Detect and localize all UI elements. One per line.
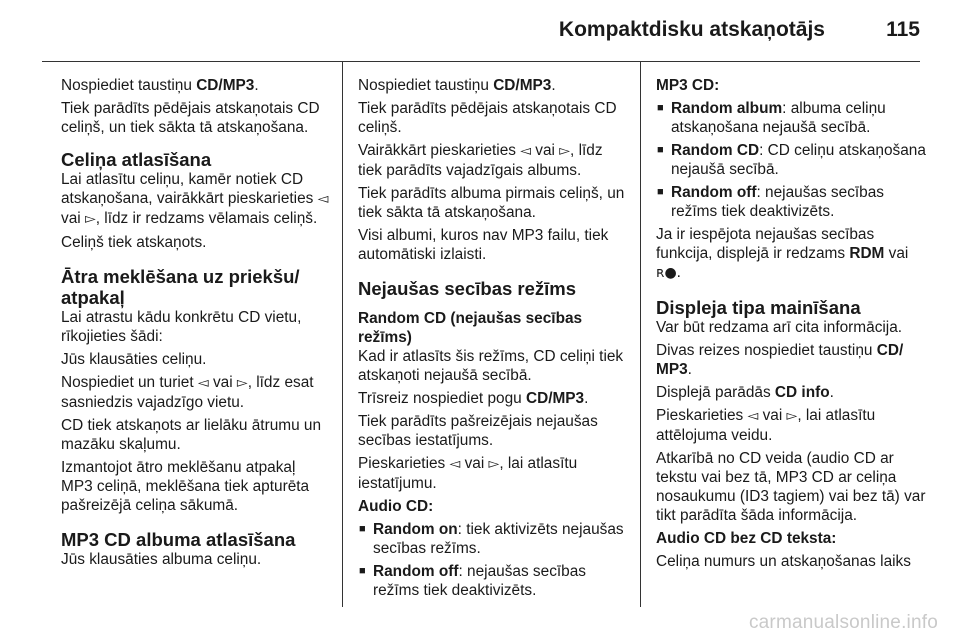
- section-heading-random-mode: Nejaušas secības režīms: [358, 278, 577, 299]
- label-audio-cd-no-text: Audio CD bez CD teksta:: [656, 530, 837, 547]
- paragraph: Divas reizes nospiediet taustiņu CD/ MP3.: [656, 342, 904, 378]
- paragraph: Nospiediet taustiņu CD/MP3.: [358, 77, 556, 94]
- paragraph: Lai atlasītu celiņu, kamēr notiek CD atskaņošana, vairākkārt pieskarieties ◅ vai ▻, līdz ir redzams vēlamais celiņš.: [61, 171, 329, 227]
- paragraph: Trīsreiz nospiediet pogu CD/MP3.: [358, 390, 589, 407]
- page-number: 115: [886, 18, 920, 41]
- list-item: ■ Random off: nejaušas secības režīms tiek deaktivizēts.: [656, 183, 926, 221]
- header-divider: [42, 61, 920, 62]
- column-1: [61, 76, 331, 573]
- column-2: [358, 76, 628, 604]
- paragraph: Visi albumi, kuros nav MP3 failu, tiek automātiski izlaisti.: [358, 227, 609, 263]
- paragraph: Vairākkārt pieskarieties ◅ vai ▻, līdz tiek parādīts vajadzīgais albums.: [358, 142, 603, 179]
- paragraph: Kad ir atlasīts šis režīms, CD celiņi tiek atskaņoti nejaušā secībā.: [358, 348, 624, 384]
- next-arrow-icon: ▻: [559, 143, 571, 159]
- label-mp3-cd: MP3 CD:: [656, 77, 720, 94]
- random-mode-icon: ʀ●: [656, 265, 677, 281]
- list-item: ■ Random album: albuma celiņu atskaņošana nejaušā secībā.: [656, 99, 926, 137]
- prev-arrow-icon: ◅: [317, 191, 329, 207]
- paragraph: Celiņa numurs un atskaņošanas laiks: [656, 553, 911, 570]
- list-item: ■ Random on: tiek aktivizēts nejaušas secības režīms.: [358, 520, 628, 558]
- paragraph: Nospiediet taustiņu CD/MP3.: [61, 77, 259, 94]
- button-name: CD/MP3: [525, 390, 585, 407]
- paragraph: Jūs klausāties albuma celiņu.: [61, 551, 262, 568]
- paragraph: Displejā parādās CD info.: [656, 384, 834, 401]
- prev-arrow-icon: ◅: [747, 408, 759, 424]
- paragraph: CD tiek atskaņots ar lielāku ātrumu un mazāku skaļumu.: [61, 417, 322, 453]
- button-name: CD/ MP3: [656, 342, 904, 378]
- page-header: [0, 0, 960, 62]
- watermark: carmanualsonline.info: [748, 612, 938, 633]
- paragraph: Tiek parādīts albuma pirmais celiņš, un tiek sākta tā atskaņošana.: [358, 185, 625, 221]
- paragraph: Pieskarieties ◅ vai ▻, lai atlasītu attēlojuma veidu.: [656, 407, 876, 444]
- button-name: CD/MP3: [196, 77, 255, 94]
- list-item: ■ Random off: nejaušas secības režīms tiek deaktivizēts.: [358, 562, 628, 600]
- next-arrow-icon: ▻: [786, 408, 798, 424]
- paragraph: Var būt redzama arī cita informācija.: [656, 319, 903, 336]
- paragraph: Pieskarieties ◅ vai ▻, lai atlasītu iestatījumu.: [358, 455, 578, 492]
- section-heading-display-type: Displeja tipa mainīšana: [656, 297, 861, 318]
- paragraph: Atkarībā no CD veida (audio CD ar tekstu vai bez tā, MP3 CD ar celiņa nosaukumu (ID3 tagiem) vai bez tā) var tikt parādīta šāda informācija.: [656, 450, 926, 524]
- column-3: [656, 76, 926, 575]
- page-title: Kompaktdisku atskaņotājs: [558, 18, 825, 41]
- column-divider-2: [640, 62, 641, 607]
- section-heading-fast-search: Ātra meklēšana uz priekšu/ atpakaļ: [61, 266, 300, 308]
- list-item: ■ Random CD: CD celiņu atskaņošana nejaušā secībā.: [656, 141, 926, 179]
- paragraph: Jūs klausāties celiņu.: [61, 351, 207, 368]
- prev-arrow-icon: ◅: [520, 143, 532, 159]
- prev-arrow-icon: ◅: [449, 456, 461, 472]
- paragraph: Tiek parādīts pēdējais atskaņotais CD celiņš.: [358, 100, 617, 136]
- paragraph: Izmantojot ātro meklēšanu atpakaļ MP3 celiņā, meklēšana tiek apturēta pašreizējā celiņa sākumā.: [61, 459, 310, 514]
- paragraph: Tiek parādīts pēdējais atskaņotais CD celiņš, un tiek sākta tā atskaņošana.: [61, 100, 320, 136]
- next-arrow-icon: ▻: [488, 456, 500, 472]
- prev-arrow-icon: ◅: [197, 375, 209, 391]
- next-arrow-icon: ▻: [236, 375, 248, 391]
- next-arrow-icon: ▻: [84, 211, 96, 227]
- paragraph: Tiek parādīts pašreizējais nejaušas secības iestatījums.: [358, 413, 598, 449]
- paragraph: Ja ir iespējota nejaušas secības funkcija, displejā ir redzams RDM vai ʀ●.: [656, 226, 909, 281]
- section-heading-track-select: Celiņa atlasīšana: [61, 149, 212, 170]
- paragraph: Nospiediet un turiet ◅ vai ▻, līdz esat sasniedzis vajadzīgo vietu.: [61, 374, 314, 411]
- section-heading-album-select: MP3 CD albuma atlasīšana: [61, 529, 296, 550]
- paragraph: Celiņš tiek atskaņots.: [61, 234, 207, 251]
- paragraph: Lai atrastu kādu konkrētu CD vietu, rīkojieties šādi:: [61, 309, 302, 345]
- subheading-random-cd: Random CD (nejaušas secības režīms): [358, 310, 583, 346]
- column-divider-1: [342, 62, 343, 607]
- label-audio-cd: Audio CD:: [358, 498, 434, 515]
- button-name: CD/MP3: [493, 77, 552, 94]
